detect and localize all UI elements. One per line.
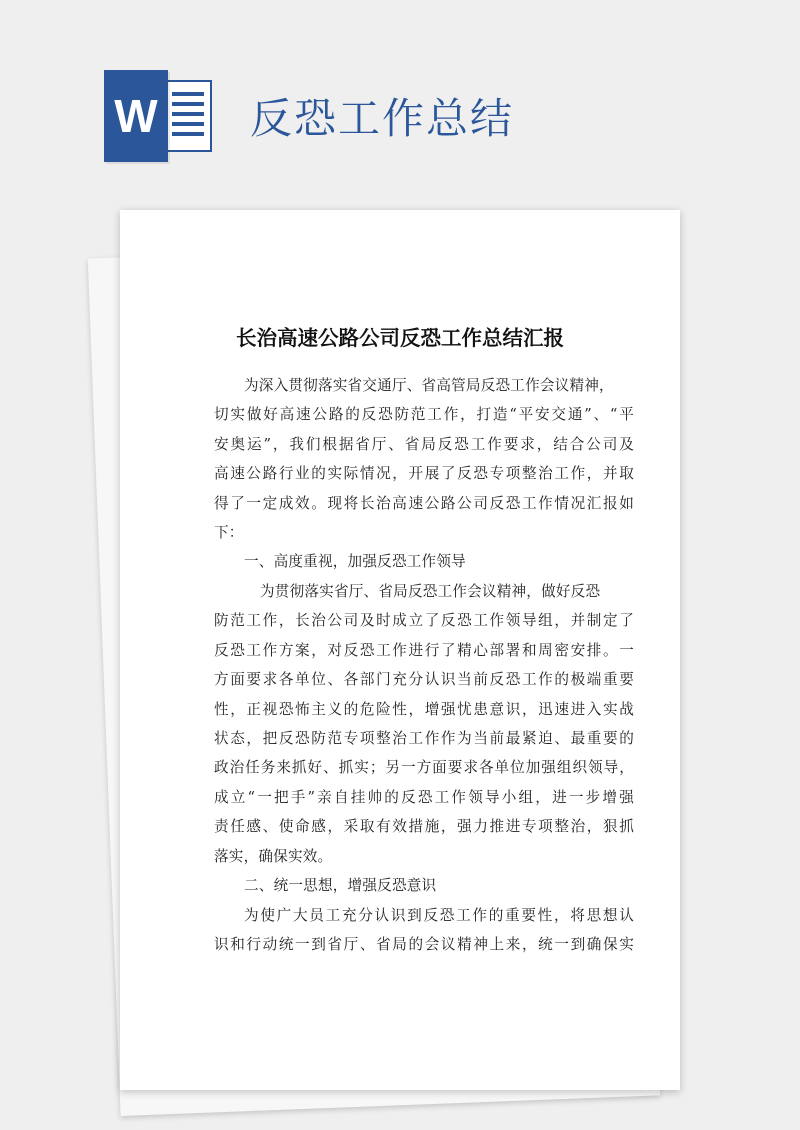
document-title: 长治高速公路公司反恐工作总结汇报 [236, 326, 564, 350]
body-line: 反恐工作方案，对反恐工作进行了精心部署和周密安排。一 [214, 642, 634, 659]
body-line: 状态，把反恐防范专项整治工作作为当前最紧迫、最重要的 [214, 730, 634, 747]
body-line: 政治任务来抓好、抓实；另一方面要求各单位加强组织领导， [214, 759, 634, 776]
body-line: 成立“一把手”亲自挂帅的反恐工作领导小组，进一步增强 [214, 789, 634, 806]
body-line: 安奥运”，我们根据省厅、省局反恐工作要求，结合公司及 [214, 436, 634, 453]
section-heading: 一、高度重视，加强反恐工作领导 [244, 553, 466, 570]
body-line: 责任感、使命感，采取有效措施，强力推进专项整治，狠抓 [214, 818, 634, 835]
body-line: 为使广大员工充分认识到反恐工作的重要性，将思想认 [244, 907, 634, 924]
body-line: 为深入贯彻落实省交通厅、省高管局反恐工作会议精神， [244, 377, 614, 394]
body-line: 高速公路行业的实际情况，开展了反恐专项整治工作，并取 [214, 465, 634, 482]
word-icon [104, 70, 216, 162]
body-line: 方面要求各单位、各部门充分认识当前反恐工作的极端重要 [214, 671, 634, 688]
body-line: 落实，确保实效。 [214, 848, 333, 865]
page-title: 反恐工作总结 [250, 94, 515, 143]
section-heading: 二、统一思想，增强反恐意识 [244, 877, 437, 894]
body-line: 切实做好高速公路的反恐防范工作，打造“平安交通”、“平 [214, 406, 634, 423]
body-line: 识和行动统一到省厅、省局的会议精神上来，统一到确保实 [214, 936, 634, 953]
document-page [120, 210, 680, 1090]
body-line: 下： [214, 524, 244, 541]
body-line: 得了一定成效。现将长治高速公路公司反恐工作情况汇报如 [214, 495, 634, 512]
body-line: 性，正视恐怖主义的危险性，增强忧患意识，迅速进入实战 [214, 701, 634, 718]
body-line: 防范工作，长治公司及时成立了反恐工作领导组，并制定了 [214, 612, 634, 629]
body-line: 为贯彻落实省厅、省局反恐工作会议精神，做好反恐 [260, 583, 601, 600]
word-badge: W [104, 70, 168, 162]
